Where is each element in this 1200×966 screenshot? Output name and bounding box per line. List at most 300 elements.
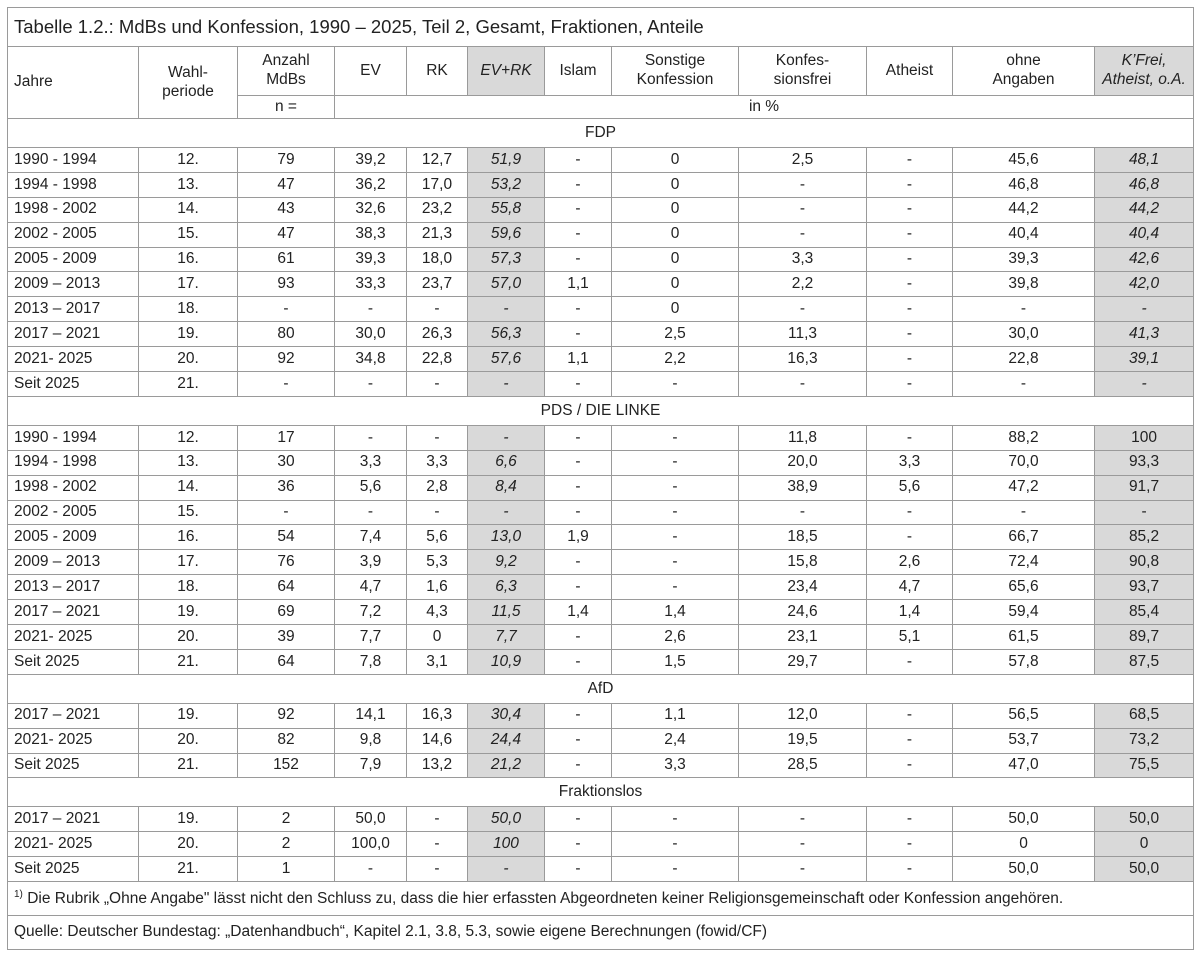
- cell-anzahl: 64: [238, 649, 335, 674]
- cell-evrk: 13,0: [468, 525, 545, 550]
- table-row: [8, 372, 1194, 397]
- cell-kfrei: 42,0: [1095, 272, 1194, 297]
- cell-ohne-angaben: 65,6: [953, 575, 1095, 600]
- cell-islam: 1,4: [545, 600, 612, 625]
- footnote-text: Die Rubrik „Ohne Angabe" lässt nicht den Schluss zu, dass die hier erfassten Abgeordneten keiner Religionsgemeinschaft oder Konfession angehören.: [22, 889, 1064, 907]
- cell-sonstige: -: [612, 832, 739, 857]
- cell-anzahl: 61: [238, 247, 335, 272]
- cell-rk: 12,7: [407, 148, 468, 173]
- cell-kfrei: -: [1095, 500, 1194, 525]
- cell-rk: -: [407, 857, 468, 882]
- cell-evrk: -: [468, 372, 545, 397]
- cell-atheist: 4,7: [867, 575, 953, 600]
- cell-islam: -: [545, 322, 612, 347]
- header-konfessionsfrei: Konfes- sionsfrei: [739, 47, 867, 96]
- cell-rk: 14,6: [407, 728, 468, 753]
- cell-rk: 18,0: [407, 247, 468, 272]
- cell-ohne-angaben: 39,3: [953, 247, 1095, 272]
- cell-anzahl: -: [238, 372, 335, 397]
- header-wahlperiode: Wahl- periode: [139, 47, 238, 119]
- table-row: [8, 347, 1194, 372]
- cell-sonstige: -: [612, 857, 739, 882]
- cell-evrk: 57,0: [468, 272, 545, 297]
- cell-islam: 1,1: [545, 347, 612, 372]
- cell-wahlperiode: 19.: [139, 703, 238, 728]
- cell-kfrei: 44,2: [1095, 197, 1194, 222]
- cell-ev: 33,3: [335, 272, 407, 297]
- cell-sonstige: -: [612, 372, 739, 397]
- cell-kfrei: 42,6: [1095, 247, 1194, 272]
- cell-ohne-angaben: 30,0: [953, 322, 1095, 347]
- cell-rk: -: [407, 372, 468, 397]
- cell-sonstige: 0: [612, 222, 739, 247]
- header-atheist: Atheist: [867, 47, 953, 96]
- table-row: [8, 753, 1194, 778]
- cell-kfrei: -: [1095, 372, 1194, 397]
- cell-kfrei: 89,7: [1095, 625, 1194, 650]
- cell-wahlperiode: 19.: [139, 600, 238, 625]
- cell-islam: -: [545, 222, 612, 247]
- cell-islam: -: [545, 753, 612, 778]
- table-row: [8, 649, 1194, 674]
- cell-wahlperiode: 13.: [139, 172, 238, 197]
- cell-konfessionsfrei: 23,4: [739, 575, 867, 600]
- cell-jahre: Seit 2025: [8, 649, 139, 674]
- cell-jahre: 1990 - 1994: [8, 148, 139, 173]
- cell-sonstige: -: [612, 550, 739, 575]
- cell-kfrei: 91,7: [1095, 475, 1194, 500]
- cell-konfessionsfrei: 18,5: [739, 525, 867, 550]
- cell-ev: 7,4: [335, 525, 407, 550]
- cell-anzahl: 80: [238, 322, 335, 347]
- cell-sonstige: 0: [612, 272, 739, 297]
- header-anzahl: Anzahl MdBs: [238, 47, 335, 96]
- cell-jahre: 2002 - 2005: [8, 500, 139, 525]
- header-n: n =: [238, 96, 335, 119]
- cell-atheist: -: [867, 807, 953, 832]
- cell-kfrei: 0: [1095, 832, 1194, 857]
- table-row: [8, 222, 1194, 247]
- cell-konfessionsfrei: 2,2: [739, 272, 867, 297]
- cell-evrk: 11,5: [468, 600, 545, 625]
- cell-ohne-angaben: 50,0: [953, 807, 1095, 832]
- cell-islam: -: [545, 857, 612, 882]
- cell-ev: 50,0: [335, 807, 407, 832]
- cell-atheist: 1,4: [867, 600, 953, 625]
- table-row: [8, 322, 1194, 347]
- cell-ohne-angaben: 88,2: [953, 425, 1095, 450]
- cell-ev: 14,1: [335, 703, 407, 728]
- cell-atheist: -: [867, 525, 953, 550]
- cell-jahre: 2009 – 2013: [8, 550, 139, 575]
- cell-anzahl: 43: [238, 197, 335, 222]
- cell-evrk: 100: [468, 832, 545, 857]
- cell-jahre: 2021- 2025: [8, 625, 139, 650]
- section-header-row: [8, 674, 1194, 703]
- cell-konfessionsfrei: -: [739, 500, 867, 525]
- cell-anzahl: 64: [238, 575, 335, 600]
- cell-anzahl: -: [238, 500, 335, 525]
- cell-rk: 0: [407, 625, 468, 650]
- cell-rk: 5,6: [407, 525, 468, 550]
- cell-sonstige: 0: [612, 297, 739, 322]
- cell-sonstige: 3,3: [612, 753, 739, 778]
- cell-islam: -: [545, 500, 612, 525]
- cell-sonstige: -: [612, 500, 739, 525]
- cell-ohne-angaben: 56,5: [953, 703, 1095, 728]
- cell-wahlperiode: 14.: [139, 475, 238, 500]
- section-title: Fraktionslos: [8, 778, 1194, 807]
- cell-rk: -: [407, 500, 468, 525]
- cell-sonstige: 1,4: [612, 600, 739, 625]
- cell-ev: 3,3: [335, 450, 407, 475]
- cell-anzahl: 2: [238, 807, 335, 832]
- table-row: [8, 172, 1194, 197]
- cell-kfrei: 90,8: [1095, 550, 1194, 575]
- cell-jahre: 1998 - 2002: [8, 197, 139, 222]
- cell-atheist: -: [867, 372, 953, 397]
- cell-ev: 34,8: [335, 347, 407, 372]
- cell-kfrei: 41,3: [1095, 322, 1194, 347]
- cell-ohne-angaben: 50,0: [953, 857, 1095, 882]
- cell-ev: -: [335, 297, 407, 322]
- cell-wahlperiode: 15.: [139, 500, 238, 525]
- table-row: [8, 450, 1194, 475]
- cell-anzahl: 152: [238, 753, 335, 778]
- cell-atheist: -: [867, 322, 953, 347]
- cell-ev: -: [335, 857, 407, 882]
- cell-anzahl: 92: [238, 347, 335, 372]
- cell-jahre: 2017 – 2021: [8, 322, 139, 347]
- cell-islam: -: [545, 575, 612, 600]
- cell-kfrei: 73,2: [1095, 728, 1194, 753]
- cell-islam: -: [545, 625, 612, 650]
- cell-anzahl: 36: [238, 475, 335, 500]
- cell-rk: 23,7: [407, 272, 468, 297]
- cell-rk: 2,8: [407, 475, 468, 500]
- cell-rk: 1,6: [407, 575, 468, 600]
- cell-jahre: 2009 – 2013: [8, 272, 139, 297]
- cell-atheist: 2,6: [867, 550, 953, 575]
- cell-atheist: 3,3: [867, 450, 953, 475]
- cell-jahre: 2017 – 2021: [8, 807, 139, 832]
- cell-anzahl: 79: [238, 148, 335, 173]
- cell-ev: -: [335, 372, 407, 397]
- cell-evrk: 56,3: [468, 322, 545, 347]
- cell-konfessionsfrei: -: [739, 857, 867, 882]
- cell-islam: -: [545, 649, 612, 674]
- cell-evrk: 10,9: [468, 649, 545, 674]
- cell-konfessionsfrei: 3,3: [739, 247, 867, 272]
- cell-ev: 4,7: [335, 575, 407, 600]
- cell-evrk: 6,3: [468, 575, 545, 600]
- cell-evrk: -: [468, 500, 545, 525]
- table-row: [8, 625, 1194, 650]
- header-rk: RK: [407, 47, 468, 96]
- cell-sonstige: 0: [612, 197, 739, 222]
- cell-konfessionsfrei: 12,0: [739, 703, 867, 728]
- header-sonstige: Sonstige Konfession: [612, 47, 739, 96]
- cell-kfrei: 46,8: [1095, 172, 1194, 197]
- cell-evrk: 30,4: [468, 703, 545, 728]
- cell-evrk: 7,7: [468, 625, 545, 650]
- cell-evrk: 8,4: [468, 475, 545, 500]
- cell-evrk: 21,2: [468, 753, 545, 778]
- cell-kfrei: 68,5: [1095, 703, 1194, 728]
- cell-evrk: 57,6: [468, 347, 545, 372]
- cell-konfessionsfrei: 24,6: [739, 600, 867, 625]
- footnote-mark: 1): [14, 888, 23, 900]
- cell-sonstige: 1,1: [612, 703, 739, 728]
- cell-atheist: -: [867, 425, 953, 450]
- cell-atheist: -: [867, 247, 953, 272]
- cell-jahre: 1990 - 1994: [8, 425, 139, 450]
- cell-ohne-angaben: 70,0: [953, 450, 1095, 475]
- cell-wahlperiode: 20.: [139, 728, 238, 753]
- cell-anzahl: 92: [238, 703, 335, 728]
- cell-ev: 39,3: [335, 247, 407, 272]
- cell-jahre: 2017 – 2021: [8, 600, 139, 625]
- cell-ohne-angaben: 61,5: [953, 625, 1095, 650]
- cell-ev: 7,8: [335, 649, 407, 674]
- cell-atheist: -: [867, 197, 953, 222]
- section-title: FDP: [8, 119, 1194, 148]
- cell-kfrei: 85,2: [1095, 525, 1194, 550]
- cell-jahre: 2002 - 2005: [8, 222, 139, 247]
- cell-atheist: -: [867, 649, 953, 674]
- cell-anzahl: 93: [238, 272, 335, 297]
- table-row: [8, 297, 1194, 322]
- cell-wahlperiode: 21.: [139, 649, 238, 674]
- cell-kfrei: 100: [1095, 425, 1194, 450]
- cell-islam: -: [545, 703, 612, 728]
- cell-sonstige: 2,6: [612, 625, 739, 650]
- cell-konfessionsfrei: 20,0: [739, 450, 867, 475]
- cell-jahre: 1994 - 1998: [8, 450, 139, 475]
- cell-jahre: 1998 - 2002: [8, 475, 139, 500]
- cell-islam: -: [545, 832, 612, 857]
- cell-ev: 9,8: [335, 728, 407, 753]
- cell-ohne-angaben: 59,4: [953, 600, 1095, 625]
- cell-islam: -: [545, 297, 612, 322]
- cell-anzahl: 1: [238, 857, 335, 882]
- cell-wahlperiode: 13.: [139, 450, 238, 475]
- cell-atheist: -: [867, 832, 953, 857]
- cell-konfessionsfrei: -: [739, 197, 867, 222]
- cell-konfessionsfrei: 2,5: [739, 148, 867, 173]
- cell-ohne-angaben: 44,2: [953, 197, 1095, 222]
- cell-wahlperiode: 21.: [139, 857, 238, 882]
- cell-islam: -: [545, 425, 612, 450]
- cell-konfessionsfrei: 28,5: [739, 753, 867, 778]
- cell-evrk: -: [468, 857, 545, 882]
- cell-wahlperiode: 18.: [139, 297, 238, 322]
- konfession-table: [7, 7, 1194, 950]
- cell-atheist: -: [867, 222, 953, 247]
- cell-sonstige: -: [612, 450, 739, 475]
- cell-kfrei: 39,1: [1095, 347, 1194, 372]
- cell-rk: 26,3: [407, 322, 468, 347]
- section-title: AfD: [8, 674, 1194, 703]
- cell-evrk: -: [468, 297, 545, 322]
- table-row: [8, 832, 1194, 857]
- cell-rk: 16,3: [407, 703, 468, 728]
- cell-jahre: Seit 2025: [8, 372, 139, 397]
- cell-konfessionsfrei: 16,3: [739, 347, 867, 372]
- cell-konfessionsfrei: -: [739, 297, 867, 322]
- cell-wahlperiode: 17.: [139, 272, 238, 297]
- cell-ohne-angaben: 57,8: [953, 649, 1095, 674]
- cell-wahlperiode: 17.: [139, 550, 238, 575]
- cell-islam: -: [545, 148, 612, 173]
- cell-anzahl: 54: [238, 525, 335, 550]
- cell-wahlperiode: 16.: [139, 247, 238, 272]
- cell-atheist: -: [867, 347, 953, 372]
- cell-ev: 39,2: [335, 148, 407, 173]
- cell-evrk: 57,3: [468, 247, 545, 272]
- cell-konfessionsfrei: 23,1: [739, 625, 867, 650]
- cell-rk: 22,8: [407, 347, 468, 372]
- cell-evrk: 59,6: [468, 222, 545, 247]
- cell-kfrei: 50,0: [1095, 807, 1194, 832]
- cell-ev: 3,9: [335, 550, 407, 575]
- cell-wahlperiode: 12.: [139, 148, 238, 173]
- cell-konfessionsfrei: 11,3: [739, 322, 867, 347]
- cell-kfrei: 75,5: [1095, 753, 1194, 778]
- cell-sonstige: -: [612, 575, 739, 600]
- cell-sonstige: -: [612, 525, 739, 550]
- cell-sonstige: 0: [612, 247, 739, 272]
- cell-islam: -: [545, 550, 612, 575]
- table-row: [8, 425, 1194, 450]
- cell-kfrei: -: [1095, 297, 1194, 322]
- cell-evrk: 50,0: [468, 807, 545, 832]
- cell-wahlperiode: 20.: [139, 347, 238, 372]
- cell-ohne-angaben: 72,4: [953, 550, 1095, 575]
- cell-konfessionsfrei: 11,8: [739, 425, 867, 450]
- cell-ohne-angaben: 66,7: [953, 525, 1095, 550]
- cell-sonstige: 2,2: [612, 347, 739, 372]
- table-row: [8, 550, 1194, 575]
- cell-atheist: -: [867, 500, 953, 525]
- cell-anzahl: 39: [238, 625, 335, 650]
- cell-atheist: -: [867, 272, 953, 297]
- cell-islam: -: [545, 450, 612, 475]
- cell-ohne-angaben: -: [953, 372, 1095, 397]
- cell-sonstige: -: [612, 475, 739, 500]
- cell-wahlperiode: 20.: [139, 625, 238, 650]
- cell-atheist: -: [867, 753, 953, 778]
- section-header-row: [8, 119, 1194, 148]
- cell-rk: -: [407, 807, 468, 832]
- cell-wahlperiode: 21.: [139, 753, 238, 778]
- cell-kfrei: 50,0: [1095, 857, 1194, 882]
- cell-evrk: 53,2: [468, 172, 545, 197]
- table-title: Tabelle 1.2.: MdBs und Konfession, 1990 – 2025, Teil 2, Gesamt, Fraktionen, Anteile: [8, 8, 1194, 47]
- cell-jahre: 1994 - 1998: [8, 172, 139, 197]
- cell-konfessionsfrei: -: [739, 172, 867, 197]
- cell-islam: -: [545, 197, 612, 222]
- cell-sonstige: -: [612, 807, 739, 832]
- table-row: [8, 857, 1194, 882]
- cell-kfrei: 85,4: [1095, 600, 1194, 625]
- cell-islam: -: [545, 475, 612, 500]
- cell-rk: 4,3: [407, 600, 468, 625]
- table-row: [8, 525, 1194, 550]
- cell-ohne-angaben: 39,8: [953, 272, 1095, 297]
- cell-wahlperiode: 19.: [139, 322, 238, 347]
- cell-evrk: 24,4: [468, 728, 545, 753]
- cell-wahlperiode: 19.: [139, 807, 238, 832]
- cell-evrk: 9,2: [468, 550, 545, 575]
- table-row: [8, 575, 1194, 600]
- cell-ev: -: [335, 500, 407, 525]
- cell-konfessionsfrei: -: [739, 222, 867, 247]
- cell-ohne-angaben: 40,4: [953, 222, 1095, 247]
- table-row: [8, 197, 1194, 222]
- cell-islam: -: [545, 728, 612, 753]
- cell-atheist: -: [867, 297, 953, 322]
- cell-sonstige: 1,5: [612, 649, 739, 674]
- cell-ohne-angaben: -: [953, 297, 1095, 322]
- source-note: Quelle: Deutscher Bundestag: „Datenhandbuch“, Kapitel 2.1, 3.8, 5.3, sowie eigene Berechnungen (fowid/CF): [8, 916, 1194, 950]
- cell-rk: 5,3: [407, 550, 468, 575]
- cell-anzahl: 2: [238, 832, 335, 857]
- cell-rk: 17,0: [407, 172, 468, 197]
- cell-anzahl: 17: [238, 425, 335, 450]
- cell-rk: -: [407, 425, 468, 450]
- cell-jahre: 2021- 2025: [8, 832, 139, 857]
- cell-jahre: 2021- 2025: [8, 728, 139, 753]
- table-row: [8, 600, 1194, 625]
- cell-islam: -: [545, 807, 612, 832]
- cell-sonstige: 2,5: [612, 322, 739, 347]
- cell-sonstige: 0: [612, 172, 739, 197]
- cell-wahlperiode: 21.: [139, 372, 238, 397]
- cell-evrk: 51,9: [468, 148, 545, 173]
- section-header-row: [8, 396, 1194, 425]
- cell-ev: 7,2: [335, 600, 407, 625]
- cell-ohne-angaben: 22,8: [953, 347, 1095, 372]
- cell-konfessionsfrei: 38,9: [739, 475, 867, 500]
- table-row: [8, 807, 1194, 832]
- cell-islam: -: [545, 372, 612, 397]
- cell-atheist: -: [867, 172, 953, 197]
- header-ev: EV: [335, 47, 407, 96]
- cell-ev: 7,9: [335, 753, 407, 778]
- cell-anzahl: 69: [238, 600, 335, 625]
- cell-kfrei: 40,4: [1095, 222, 1194, 247]
- cell-ev: 30,0: [335, 322, 407, 347]
- cell-jahre: Seit 2025: [8, 857, 139, 882]
- cell-ev: 36,2: [335, 172, 407, 197]
- cell-konfessionsfrei: -: [739, 832, 867, 857]
- header-islam: Islam: [545, 47, 612, 96]
- cell-konfessionsfrei: -: [739, 372, 867, 397]
- cell-rk: 13,2: [407, 753, 468, 778]
- header-evrk: EV+RK: [468, 47, 545, 96]
- cell-sonstige: 0: [612, 148, 739, 173]
- cell-islam: -: [545, 247, 612, 272]
- cell-evrk: 6,6: [468, 450, 545, 475]
- cell-kfrei: 93,7: [1095, 575, 1194, 600]
- cell-rk: -: [407, 832, 468, 857]
- table-row: [8, 703, 1194, 728]
- cell-sonstige: 2,4: [612, 728, 739, 753]
- cell-ev: 7,7: [335, 625, 407, 650]
- cell-kfrei: 48,1: [1095, 148, 1194, 173]
- cell-ev: 5,6: [335, 475, 407, 500]
